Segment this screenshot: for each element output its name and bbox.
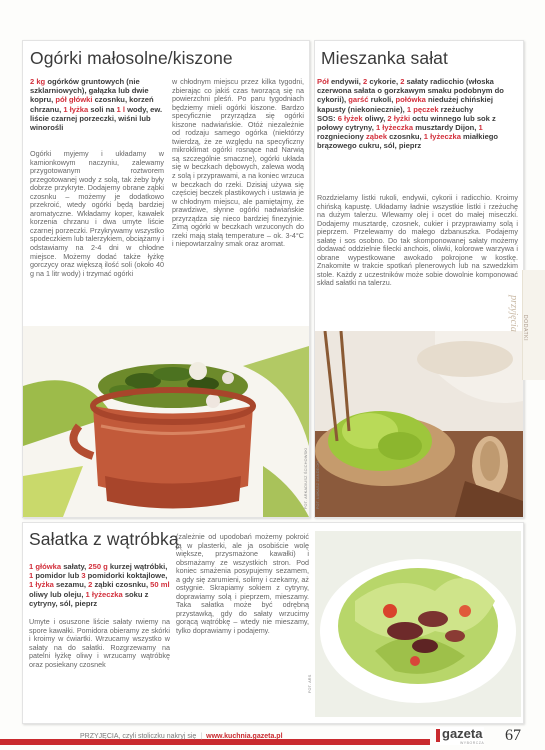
- method-paragraph: (zależnie od upodobań możemy pokroić ją w plasterki, ale ja osobiście wolę większe, przysmażone kawałki) i obsmażamy ze wszystkich stron. Pod koniec smażenia posypujemy sezamem, a gdy się zarumieni, solimy i czekamy, aż ostygnie. Skrapiamy sokiem z cytryny, doprawiamy solą i pieprzem, mieszamy. Taka sałatka może być odrębną przystawką, gdy do sałaty wrzucimy gorącą wątróbkę – wtedy nie mieszamy, tylko doprawiamy i podajemy.: [176, 532, 309, 636]
- recipe-title: Mieszanka sałat: [321, 48, 448, 68]
- footer-caption: PRZYJĘCIA, czyli stoliczku nakryj się | www.kuchnia.gazeta.pl: [80, 733, 283, 740]
- ingredient-line: 1 główka sałaty, 250 g kurzej wątróbki, 1 pomidor lub 3 pomidorki koktajlowe, 1 łyżka sezamu, 2 ząbki czosnku, 50 ml oliwy lub oleju, 1 łyżeczka soku z cytryny, sól, pieprz: [29, 562, 170, 608]
- photo-credit: FOT. ARKADIUSZ ŚCICHOWSKI: [304, 447, 308, 509]
- liver-salad-photo: [315, 531, 521, 717]
- recipe-title: Sałatka z wątróbką: [29, 529, 179, 549]
- photo-credit: FOT. ARS: [308, 674, 312, 693]
- method-text-col1: [29, 618, 170, 669]
- photo-credit: FOT. ŁUKASZ ZANDECKI: [316, 460, 320, 509]
- ingredients-list: [29, 562, 171, 608]
- section-tab-title: przyjęcia: [507, 295, 519, 332]
- section-tab: przyjęcia DODATKI: [522, 270, 545, 380]
- method-paragraph: Rozdzielamy listki rukoli, endywii, cykorii i radicchio. Kroimy chińską kapustę. Układamy ładnie wszystkie listki i rzeżuchę na dużym talerzu. Wlewamy olej i ocet do małej miseczki. Dodajemy musztardę, czosnek, cukier i przyprawiamy solą i pieprzem. Przelewamy do małego dzbanuszka. Podajemy sałatę i sos osobno. Do tak skomponowanej sałaty możemy dodawać oddzielnie filecki anchois, oliwki, kolorowe warzywa i obrane wypestkowane awokado pokrojone w kostkę. Znakomite w trakcie spotkań plenerowych lub na szwedzkim stole. Każdy z uczestników może sobie dowolnie komponować skład sałatki na talerzu.: [317, 193, 518, 288]
- method-paragraph: w chłodnym miejscu przez kilka tygodni, zbierając co jakiś czas tworzącą się na powierzchni pleśń. Po paru tygodniach będziemy mieli ogórki kiszone. Bardzo specyficznie przyrządza się ogórki kiszone nadwiańskie. Otóż niezależnie od rodzaju samego ogórka (niektórzy twierdzą, że ze względu na specyficzny mikroklimat ogórki rosnące nad Narwią są szczególnie smaczne), ogórki układa się w beczkach dębowych, zalewa wodą z solą i przyprawami, a na koniec wrzuca w beczkach do rzeki. Dzisiaj używa się częściej beczek plastikowych i ustawia je w chłodnym miejscu, ale pamiętajmy, że prawdziwe, słynne ogórki nadwiańskie przyrządza się nieco bardziej finezyjnie. Zimą ogórki w beczkach wrzuconych do rzeki mają stałą temperature – ok. 3-4°C i niepowtarzalny smak oraz aromat.: [172, 77, 304, 249]
- footer-url-link[interactable]: www.kuchnia.gazeta.pl: [206, 733, 283, 740]
- recipe-panel-liver-salad: [22, 522, 524, 724]
- recipe-panel-pickles: [22, 40, 310, 518]
- gazeta-logo: gazeta WYBORCZA: [436, 727, 484, 745]
- method-text: [317, 194, 518, 288]
- recipe-panel-salad-mix: [314, 40, 524, 518]
- ingredient-line: 2 kg ogórków gruntowych (nie szklarniowych), gałązka lub dwie kopru, pół główki czosnku, korzeń chrzanu, 1 łyżka soli na 1 l wody, ew. liście czarnej porzeczki, wiśni lub winorośli: [30, 77, 163, 133]
- page-number: 67: [505, 727, 521, 744]
- recipe-title: Ogórki małosolne/kiszone: [30, 48, 233, 68]
- ingredient-line: SOS: 6 łyżek oliwy, 2 łyżki octu winnego lub sok z połowy cytryny, 1 łyżeczka musztardy Dijon, 1 rozgnieciony ząbek czosnku, 1 łyżeczka miałkiego brązowego cukru, sól, pieprz: [317, 113, 499, 151]
- ingredients-list: [317, 77, 517, 151]
- method-text-col1: [30, 150, 164, 278]
- ingredients-list: [30, 77, 163, 132]
- method-text-col2: [176, 533, 309, 636]
- footer-section-label: PRZYJĘCIA, czyli stoliczku nakryj się: [80, 733, 197, 740]
- pickles-photo: [23, 326, 309, 517]
- method-paragraph: Ogórki myjemy i układamy w kamionkowym naczyniu, zalewamy przygotowanym roztworem przegotowanej wody z solą, tak żeby były dobrze przykryte. Dodajemy obrane ząbki czosnku – możemy je dodatkowo przekroić, wtedy ogórki będą bardziej aromatyczne. Wkładamy koper, kawałek korzenia chrzanu i dwa umyte liście czarnej porzeczki. Przykrywamy wszystko spodeczkiem lub talerzykiem, obciążamy i odstawiamy na 2-4 dni w chłodne miejsce. Możemy dodać także łyżkę gorczycy oraz większą ilość soli (około 40 g na 1 litr wody) i trzymać ogórki: [30, 149, 164, 278]
- ingredient-line: Pół endywii, 2 cykorie, 2 sałaty radicchio (włoska czerwona sałata o gorzkawym smaku podobnym do cykorii), garść rukoli, połówka niedużej chińskiej kapusty (niekoniecznie), 1 pęczek rzeżuchy: [317, 77, 504, 114]
- method-paragraph: Umyte i osuszone liście sałaty rwiemy na spore kawałki. Pomidora obieramy ze skórki i kroimy w ćwiartki. Wrzucamy wszystko w sałaty na do sałatki. Rozgrzewamy na patelni łyżkę oliwy i wrzucamy wątróbkę oraz posiekany czosnek: [29, 617, 170, 669]
- method-text-col2: [172, 78, 304, 249]
- salad-mix-photo: [315, 331, 523, 517]
